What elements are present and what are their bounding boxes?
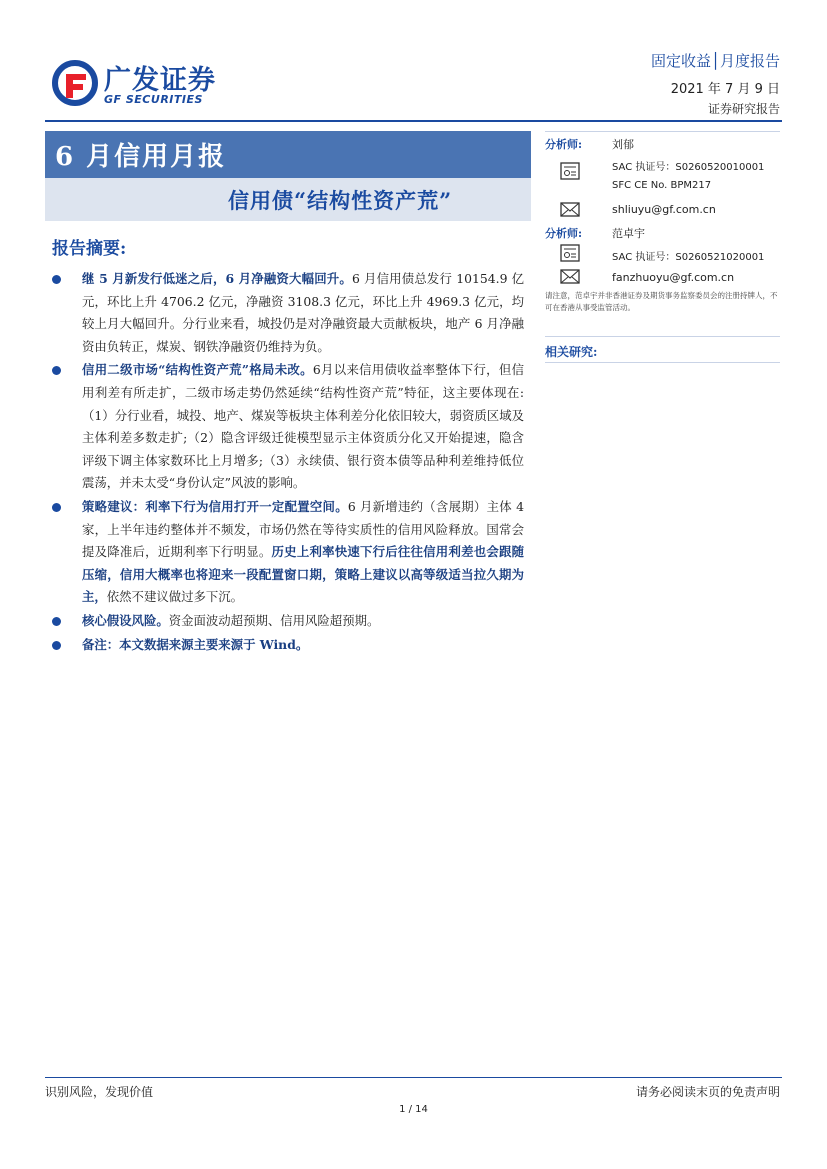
email-icon [560,201,580,219]
bullet-tail: 依然不建议做过多下沉。 [106,589,244,605]
bullet-lead: 备注：本文数据来源主要来源于 Wind。 [82,636,309,652]
page-title: 6 月信用月报 [55,142,227,172]
bullet-dot-icon [52,617,61,626]
page-subtitle: 信用债“结构性资产荒” [228,188,453,213]
bullet-dot-icon [52,275,61,284]
bullet-dot-icon [52,641,61,650]
bullet-bold-tail: 历史上利率快速下行后往往信用利差也会跟随压缩，信用大概率也将迎来一段配置窗口期，策略上建议以高等级适当拉久期为主， [82,544,525,605]
analyst-email[interactable]: shliuyu@gf.com.cn [612,203,716,216]
bullet-body: 6 月新增违约（含展期）主体 4 家，上半年违约整体并不频发，市场仍然在等待实质性的信用风险释放。国常会提及降准后，近期利率下行明显。 [82,498,524,560]
header-divider [45,120,782,122]
bullet-lead: 继 5 月新发行低迷之后，6 月净融资大幅回升。 [82,271,352,286]
certificate-icon [560,244,580,262]
page-number: 1 / 14 [399,1104,428,1115]
footer-divider [45,1077,782,1078]
logo-english: GF SECURITIES [104,93,203,106]
analyst-name: 范卓宇 [612,227,645,240]
analyst-label: 分析师: [545,227,583,240]
report-category: 固定收益│月度报告 [650,52,780,70]
bullet-body: 资金面波动超预期、信用风险超预期。 [168,612,380,628]
bullet-dot-icon [52,503,61,512]
report-date: 2021 年 7 月 9 日 [670,82,780,97]
email-icon [560,268,580,286]
analyst-top-rule [545,131,780,132]
report-type: 证券研究报告 [707,102,780,116]
bullet-lead: 策略建议：利率下行为信用打开一定配置空间。 [82,498,348,514]
gf-logo-icon [52,60,98,106]
footer-disclaimer: 请务必阅读末页的免责声明 [635,1085,780,1099]
bullet-lead: 核心假设风险。 [82,612,169,628]
summary-heading: 报告摘要: [52,239,127,259]
summary-bullet [52,268,524,358]
analyst-sac: SAC 执证号：S0260520010001 [612,162,765,173]
summary-bullet [52,610,524,633]
analyst-name: 刘郁 [612,138,634,151]
analyst-label: 分析师: [545,138,583,151]
summary-bullet [52,496,524,609]
summary-list [52,268,524,657]
related-research-heading: 相关研究: [545,345,598,359]
bullet-body: 6 月信用债总发行 10154.9 亿元，环比上升 4706.2 亿元，净融资 3108.3 亿元，环比上升 4969.3 亿元，均较上月大幅回升。分行业来看，城投仍是对净融资最大贡献板块，地产 6 月净融资由负转正，煤炭、钢铁净融资仍维持为负。 [82,271,525,354]
bullet-body: 6月以来信用债收益率整体下行，但信用利差有所走扩，二级市场走势仍然延续“结构性资产荒”特征，这主要体现在:（1）分行业看，城投、地产、煤炭等板块主体利差分化依旧较大，弱资质区域及主体利差多数走扩;（2）隐含评级迁徙模型显示主体资质分化又开始提速，隐含评级下调主体家数环比上月增多;（3）永续债、银行资本债等品种利差维持低位震荡，并未太受“身份认定”风波的影响。 [82,362,524,491]
analyst-sac: SAC 执证号：S0260521020001 [612,252,765,263]
bullet-dot-icon [52,366,61,375]
bullet-lead: 信用二级市场“结构性资产荒”格局未改。 [82,362,313,378]
logo-chinese: 广发证券 [104,65,216,96]
related-bottom-rule [545,362,780,363]
summary-bullet [52,634,524,657]
analyst-note: 请注意，范卓宇并非香港证券及期货事务监察委员会的注册持牌人，不可在香港从事受监管活动。 [545,291,778,312]
analyst-email[interactable]: fanzhuoyu@gf.com.cn [612,271,735,284]
summary-bullet [52,359,524,495]
analyst-sfc: SFC CE No. BPM217 [612,180,712,191]
certificate-icon [560,162,580,180]
footer-slogan: 识别风险，发现价值 [45,1085,154,1099]
related-top-rule [545,336,780,337]
